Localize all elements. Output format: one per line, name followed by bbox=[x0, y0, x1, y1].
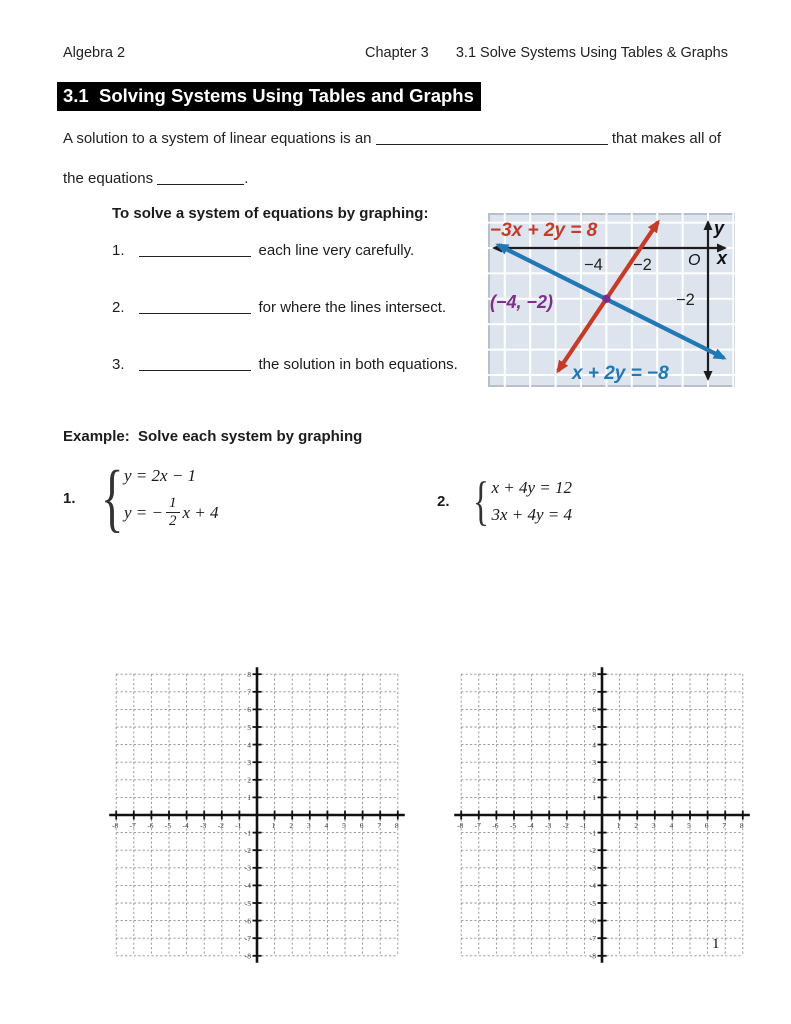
svg-text:-5: -5 bbox=[509, 821, 517, 830]
svg-text:-8: -8 bbox=[457, 821, 464, 830]
step-1 bbox=[112, 242, 414, 259]
svg-text:-1: -1 bbox=[235, 821, 242, 830]
svg-text:-7: -7 bbox=[129, 821, 136, 830]
coordinate-grid-2 bbox=[454, 667, 750, 963]
svg-text:6: 6 bbox=[704, 821, 709, 830]
origin-label: O bbox=[688, 252, 701, 269]
header-section: 3.1 Solve Systems Using Tables & Graphs bbox=[455, 45, 728, 61]
intro-line-1-tail: that makes all of bbox=[607, 130, 722, 147]
intro-line-1 bbox=[63, 130, 721, 147]
header-chapter: Chapter 3 bbox=[365, 45, 429, 61]
step-2-text: for where the lines intersect. bbox=[258, 299, 447, 316]
problem-2-equation-2: 3x + 4y = 4 bbox=[491, 504, 572, 524]
svg-text:1: 1 bbox=[247, 793, 251, 803]
svg-text:-1: -1 bbox=[589, 828, 596, 838]
svg-text:7: 7 bbox=[592, 687, 596, 697]
step-1-number: 1. bbox=[112, 242, 125, 259]
y-axis-label: y bbox=[714, 218, 725, 238]
red-equation-label: −3x + 2y = 8 bbox=[490, 220, 598, 241]
step-2 bbox=[112, 299, 446, 316]
fill-in-blank bbox=[157, 171, 244, 185]
svg-text:1: 1 bbox=[592, 793, 596, 803]
x-axis-label: x bbox=[717, 248, 728, 268]
svg-text:-3: -3 bbox=[244, 863, 251, 873]
svg-text:-8: -8 bbox=[589, 951, 596, 961]
step-3 bbox=[112, 356, 458, 373]
svg-text:5: 5 bbox=[247, 722, 251, 732]
svg-text:-3: -3 bbox=[545, 821, 552, 830]
intro-line-1-text: A solution to a system of linear equations is an bbox=[63, 130, 376, 147]
problem-1 bbox=[63, 456, 219, 540]
svg-text:4: 4 bbox=[669, 821, 674, 830]
svg-text:8: 8 bbox=[394, 821, 399, 830]
problem-2-equation-1: x + 4y = 12 bbox=[491, 477, 572, 497]
brace-symbol: { bbox=[100, 456, 124, 540]
svg-text:1: 1 bbox=[616, 821, 621, 830]
step-3-text: the solution in both equations. bbox=[258, 356, 458, 373]
svg-text:-5: -5 bbox=[244, 898, 251, 908]
svg-text:-6: -6 bbox=[244, 916, 251, 926]
page-number: 1 bbox=[712, 936, 720, 952]
svg-text:-8: -8 bbox=[244, 951, 251, 961]
svg-text:3: 3 bbox=[592, 758, 596, 767]
equation-2-prefix: y = − bbox=[124, 502, 163, 522]
intersection-point bbox=[602, 295, 610, 303]
svg-text:8: 8 bbox=[247, 670, 251, 679]
y-tick-neg2: −2 bbox=[676, 291, 695, 309]
svg-text:8: 8 bbox=[592, 670, 596, 679]
svg-text:5: 5 bbox=[687, 821, 691, 830]
svg-text:-2: -2 bbox=[589, 846, 596, 855]
svg-text:-3: -3 bbox=[200, 821, 207, 830]
svg-text:-2: -2 bbox=[217, 821, 224, 830]
steps-heading: To solve a system of equations by graphing: bbox=[112, 205, 429, 222]
intersection-point-label: (−4, −2) bbox=[490, 292, 554, 312]
equation-2-suffix: x + 4 bbox=[182, 502, 219, 522]
svg-text:-1: -1 bbox=[244, 828, 251, 838]
svg-text:-2: -2 bbox=[562, 821, 569, 830]
intro-line-2-text: the equations bbox=[63, 170, 158, 187]
blue-equation-label: x + 2y = −8 bbox=[572, 363, 669, 384]
problem-1-number: 1. bbox=[63, 489, 76, 507]
problem-1-equation-1: y = 2x − 1 bbox=[124, 465, 197, 485]
step-3-number: 3. bbox=[112, 356, 125, 373]
x-tick-neg4: −4 bbox=[584, 256, 603, 274]
svg-text:4: 4 bbox=[247, 740, 251, 750]
intro-line-2 bbox=[63, 170, 248, 187]
svg-text:-8: -8 bbox=[112, 821, 119, 830]
fill-in-blank bbox=[376, 131, 608, 145]
svg-text:3: 3 bbox=[651, 821, 656, 830]
svg-text:5: 5 bbox=[592, 722, 596, 732]
svg-text:-1: -1 bbox=[580, 821, 587, 830]
svg-text:2: 2 bbox=[247, 775, 251, 785]
svg-text:-6: -6 bbox=[492, 821, 499, 830]
svg-text:4: 4 bbox=[324, 821, 329, 830]
svg-text:5: 5 bbox=[342, 821, 346, 830]
svg-text:4: 4 bbox=[592, 740, 596, 750]
intro-line-2-tail: . bbox=[244, 170, 249, 187]
svg-text:-4: -4 bbox=[527, 821, 534, 830]
svg-text:-3: -3 bbox=[589, 863, 596, 873]
step-2-number: 2. bbox=[112, 299, 125, 316]
brace-symbol: { bbox=[472, 471, 489, 531]
svg-text:6: 6 bbox=[247, 705, 251, 715]
x-tick-neg2: −2 bbox=[633, 256, 652, 274]
svg-text:-6: -6 bbox=[147, 821, 154, 830]
svg-text:-7: -7 bbox=[244, 934, 251, 943]
svg-text:-6: -6 bbox=[589, 916, 596, 926]
fill-in-blank bbox=[139, 243, 251, 257]
problem-2-number: 2. bbox=[437, 492, 450, 510]
svg-text:-2: -2 bbox=[244, 846, 251, 855]
svg-text:2: 2 bbox=[634, 821, 639, 830]
svg-text:-5: -5 bbox=[589, 898, 596, 908]
example-heading: Example: Solve each system by graphing bbox=[63, 428, 363, 445]
svg-text:-7: -7 bbox=[589, 934, 596, 943]
fill-in-blank bbox=[139, 300, 251, 314]
svg-text:-4: -4 bbox=[244, 881, 251, 891]
step-1-text: each line very carefully. bbox=[258, 242, 415, 259]
svg-text:8: 8 bbox=[739, 821, 744, 830]
svg-text:2: 2 bbox=[592, 775, 596, 785]
svg-text:-4: -4 bbox=[182, 821, 189, 830]
svg-text:-5: -5 bbox=[164, 821, 172, 830]
problem-1-equation-2 bbox=[124, 495, 219, 531]
svg-text:6: 6 bbox=[592, 705, 596, 715]
coordinate-grid-1 bbox=[109, 667, 405, 963]
fraction-denominator: 2 bbox=[169, 513, 177, 529]
svg-text:6: 6 bbox=[359, 821, 364, 830]
svg-text:3: 3 bbox=[247, 758, 251, 767]
svg-text:7: 7 bbox=[247, 687, 251, 697]
svg-text:1: 1 bbox=[271, 821, 276, 830]
header-course: Algebra 2 bbox=[63, 45, 126, 61]
svg-text:7: 7 bbox=[722, 821, 727, 830]
page-title: 3.1 Solving Systems Using Tables and Graphs bbox=[57, 82, 481, 111]
problem-2 bbox=[437, 471, 572, 531]
fraction-one-half bbox=[166, 495, 180, 531]
svg-text:3: 3 bbox=[306, 821, 311, 830]
svg-text:-7: -7 bbox=[474, 821, 481, 830]
svg-text:2: 2 bbox=[289, 821, 294, 830]
svg-text:7: 7 bbox=[377, 821, 382, 830]
svg-text:-4: -4 bbox=[589, 881, 596, 891]
fraction-numerator: 1 bbox=[166, 495, 180, 513]
fill-in-blank bbox=[139, 357, 251, 371]
intersecting-lines-figure bbox=[488, 213, 735, 387]
